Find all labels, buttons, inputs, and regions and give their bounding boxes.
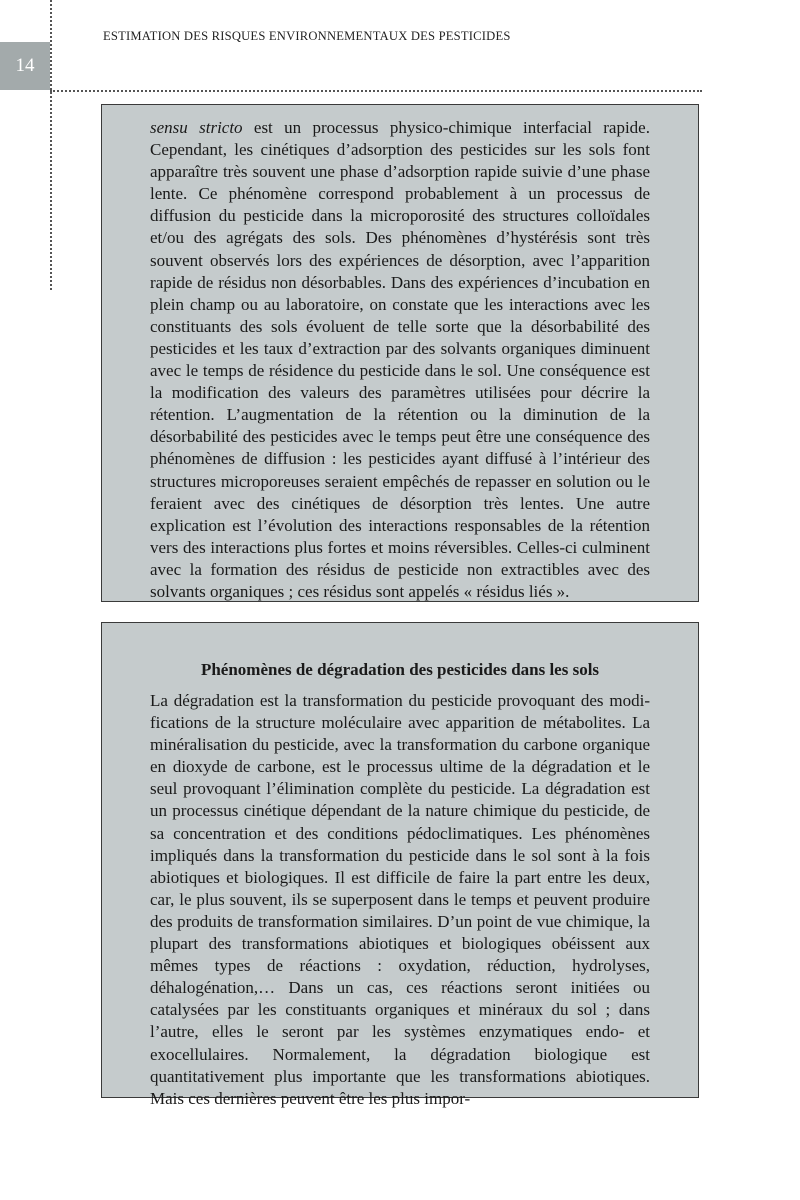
horizontal-dotted-rule bbox=[50, 90, 702, 92]
box-paragraph bbox=[150, 117, 650, 603]
paragraph-body: est un processus physico-chimique interfacial rapide. Cependant, les cinétiques d’adsorption des pesticides sur les sols font apparaître très souvent une phase d’adsorption rapide suivie d’une phase lente. Ce phénomène correspond probablement à un processus de diffusion du pesticide dans la microporosité des structures colloïdales et/ou des agrégats des sols. Des phénomènes d’hystérésis sont très souvent observés lors des expériences de désorption, avec l’apparition rapide de résidus non désorbables. Dans des expériences d’incubation en plein champ ou au laboratoire, on constate que les interactions avec les constituants des sols évoluent de telle sorte que la désorbabilité des pesticides et les taux d’extraction par des solvants organiques diminuent avec le temps de résidence du pesticide dans le sol. Une conséquence est la modification des valeurs des paramètres utilisées pour décrire la rétention. L’augmentation de la rétention ou la diminution de la désorbabilité des pesticides avec le temps peut être une conséquence des phénomènes de diffusion : les pesticides ayant diffusé à l’intérieur des structures microporeuses seraient empêchés de repasser en solution ou le feraient avec des cinétiques de désorption très lentes. Une autre explication est l’évolution des interactions responsables de la rétention vers des interactions plus fortes et moins réversibles. Celles-ci culminent avec la formation des résidus de pesticide non extractibles avec des solvants organiques ; ces résidus sont appelés « résidus liés ». bbox=[150, 118, 650, 601]
italic-lead: sensu stricto bbox=[150, 118, 243, 137]
vertical-dotted-rule bbox=[50, 0, 52, 290]
text-box-retention bbox=[101, 104, 699, 602]
text-box-degradation bbox=[101, 622, 699, 1108]
box-title: Phénomènes de dégradation des pesticides dans les sols bbox=[200, 660, 600, 679]
box-paragraph: La dégradation est la transformation du pesticide provoquant des modifications de la structure moléculaire avec apparition de métabolites. La minéralisation du pesticide, avec la transformation du carbone organique en dioxyde de carbone, est le processus ultime de la dégradation et le seul provoquant l’élimination complète du pesticide. La dégradation est un processus cinétique dépendant de la nature chimique du pesticide, de sa concentration et des conditions pédoclimatiques. Les phénomènes impliqués dans la transformation du pesticide dans le sol sont à la fois abiotiques et biologiques. Il est difficile de faire la part entre les deux, car, le plus souvent, ils se superposent dans le temps et peuvent produire des produits de transformation similaires. D’un point de vue chimique, la plupart des transformations abiotiques et biologiques obéissent aux mêmes types de réactions : oxydation, réduction, hydrolyses, déhalogénation,… Dans un cas, ces réactions seront initiées ou catalysées par les constituants organiques et minéraux du sol ; dans l’autre, elles le seront par les systèmes enzymatiques endo- et exocellulaires. Normalement, la dégradation biologique est quantitativement plus importante que les transformations abiotiques. Mais ces dernières peuvent être les plus impor- bbox=[150, 691, 650, 1108]
page-number: 14 bbox=[0, 42, 50, 90]
running-title: ESTIMATION DES RISQUES ENVIRONNEMENTAUX DES PESTICIDES bbox=[103, 29, 511, 43]
